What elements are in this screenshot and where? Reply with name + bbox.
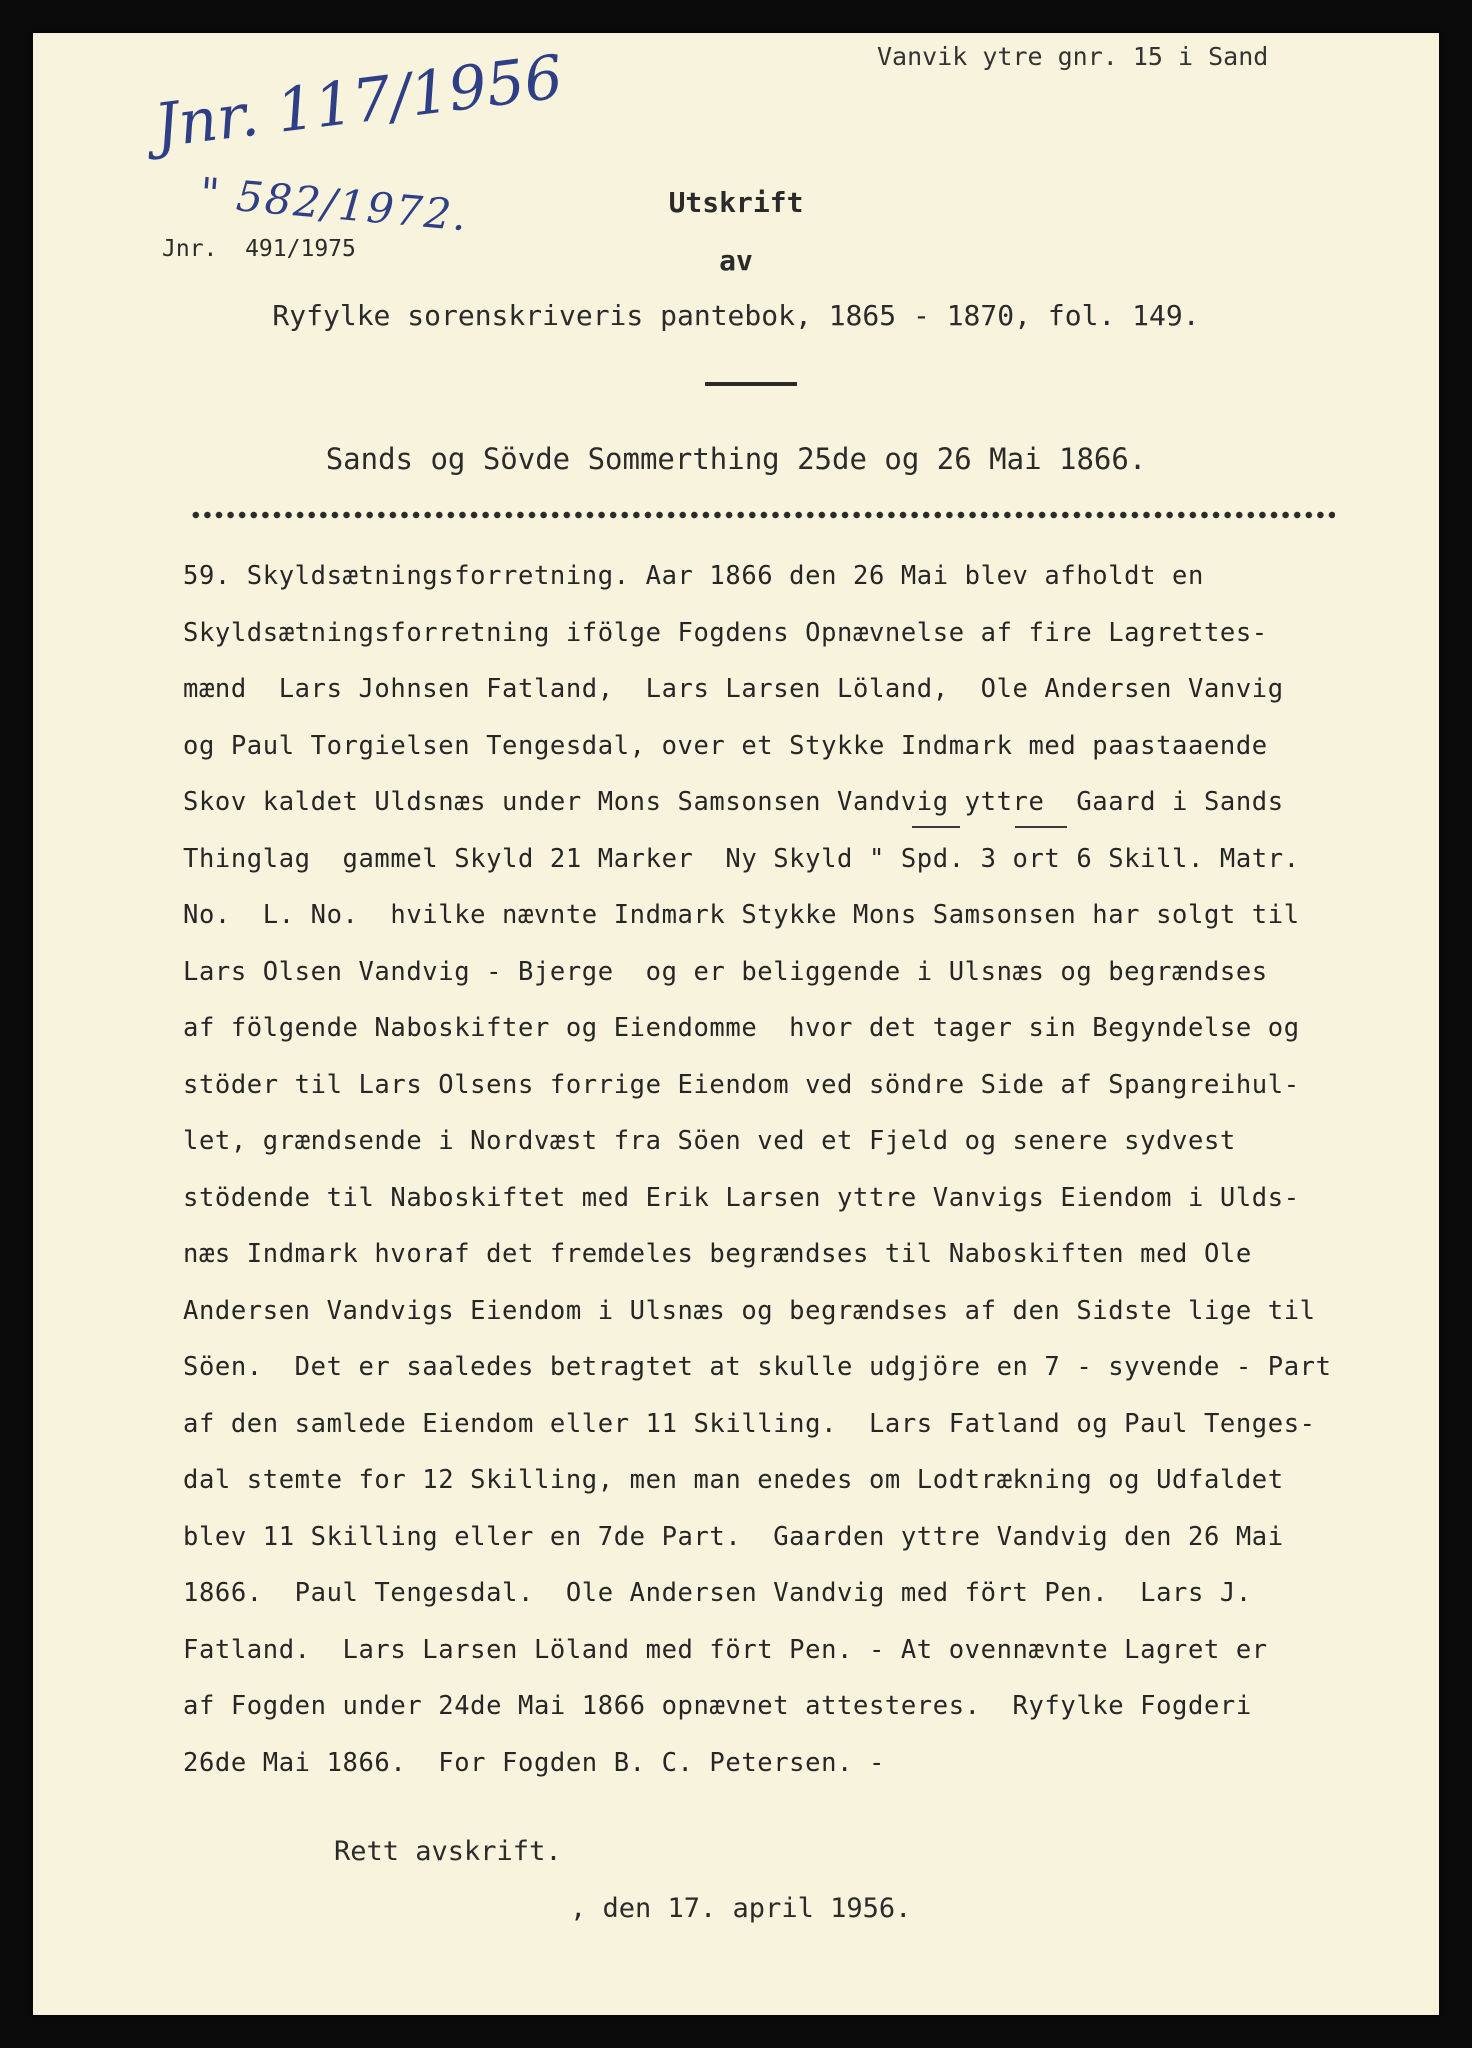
- document-title-av: av: [719, 244, 753, 277]
- title-divider: [705, 382, 797, 386]
- certification-date: , den 17. april 1956.: [570, 1893, 912, 1924]
- body-line: af den samlede Eiendom eller 11 Skilling. Lars Fatland og Paul Tenges-: [183, 1408, 1316, 1439]
- body-line: af Fogden under 24de Mai 1866 opnævnet attesteres. Ryfylke Fogderi: [183, 1691, 1252, 1721]
- dotted-separator: [190, 510, 1335, 520]
- body-line: og Paul Torgielsen Tengesdal, over et Stykke Indmark med paastaaende: [183, 730, 1268, 761]
- body-line: dal stemte for 12 Skilling, men man enedes om Lodtrækning og Udfaldet: [183, 1465, 1284, 1495]
- overline-mark: [1015, 826, 1067, 828]
- body-line: blev 11 Skilling eller en 7de Part. Gaarden yttre Vandvig den 26 Mai: [183, 1521, 1284, 1552]
- body-line: Skyldsætningsforretning ifölge Fogdens Opnævnelse af fire Lagrettes-: [183, 617, 1268, 648]
- body-line: Skov kaldet Uldsnæs under Mons Samsonsen Vandvig yttre Gaard i Sands: [183, 787, 1284, 817]
- body-line: Lars Olsen Vandvig - Bjerge og er beliggende i Ulsnæs og begrændses: [183, 956, 1268, 987]
- typed-journal-number: Jnr. 491/1975: [162, 236, 356, 262]
- body-line: Söen. Det er saaledes betragtet at skulle udgjöre en 7 - syvende - Part: [183, 1352, 1332, 1382]
- body-line: Andersen Vandvigs Eiendom i Ulsnæs og begrændses af den Sidste lige til: [183, 1295, 1316, 1326]
- document-title: Utskrift: [668, 186, 804, 219]
- court-session-heading: Sands og Sövde Sommerthing 25de og 26 Mai 1866.: [325, 442, 1147, 476]
- property-reference: Vanvik ytre gnr. 15 i Sand: [877, 42, 1269, 71]
- body-line: No. L. No. hvilke nævnte Indmark Stykke Mons Samsonsen har solgt til: [183, 900, 1300, 930]
- body-line: af fölgende Naboskifter og Eiendomme hvor det tager sin Begyndelse og: [183, 1013, 1300, 1043]
- body-line: let, grændsende i Nordvæst fra Söen ved et Fjeld og senere sydvest: [183, 1126, 1236, 1156]
- body-line: mænd Lars Johnsen Fatland, Lars Larsen Löland, Ole Andersen Vanvig: [183, 674, 1284, 704]
- body-line: 59. Skyldsætningsforretning. Aar 1866 den 26 Mai blev afholdt en: [183, 561, 1204, 591]
- document-source: Ryfylke sorenskriveris pantebok, 1865 - 1870, fol. 149.: [272, 299, 1200, 332]
- transcript-body: [183, 548, 1433, 1791]
- certification-note: Rett avskrift.: [334, 1836, 562, 1867]
- body-line: Thinglag gammel Skyld 21 Marker Ny Skyld " Spd. 3 ort 6 Skill. Matr.: [183, 843, 1300, 874]
- body-line: Fatland. Lars Larsen Löland med fört Pen. - At ovennævnte Lagret er: [183, 1634, 1268, 1665]
- handwritten-journal-number: Jnr. 117/1956: [150, 42, 567, 162]
- overline-mark: [912, 826, 960, 828]
- handwritten-journal-number-2: " 582/1972.: [197, 168, 471, 241]
- body-line: 1866. Paul Tengesdal. Ole Andersen Vandvig med fört Pen. Lars J.: [183, 1578, 1252, 1608]
- body-line: stödende til Naboskiftet med Erik Larsen yttre Vanvigs Eiendom i Ulds-: [183, 1182, 1300, 1213]
- body-line: næs Indmark hvoraf det fremdeles begrændses til Naboskiften med Ole: [183, 1239, 1252, 1269]
- body-line: 26de Mai 1866. For Fogden B. C. Petersen. -: [183, 1747, 885, 1778]
- body-line: stöder til Lars Olsens forrige Eiendom ved söndre Side af Spangreihul-: [183, 1069, 1300, 1100]
